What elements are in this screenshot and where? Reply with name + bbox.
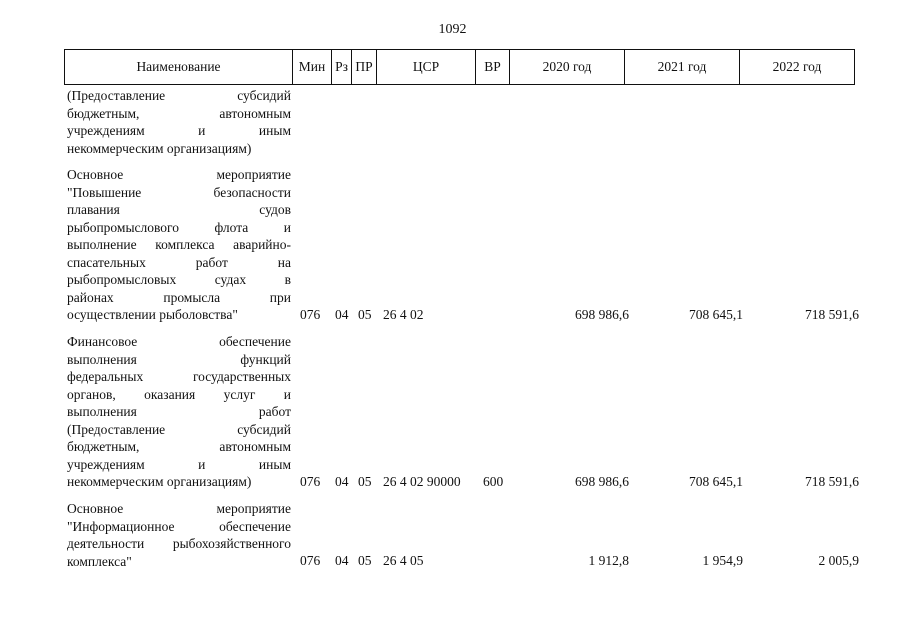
cell-2022: 2 005,9 <box>818 553 859 568</box>
col-header-csr: ЦСР <box>377 50 476 85</box>
cell-pr: 05 <box>358 474 372 489</box>
row-name: Основное мероприятие "Повышение безопасности плавания судов рыбопромыслового флота и выполнение комплекса аварийно- спасательных работ на рыбопромысловых судах в районах промысла при осуществлении рыболовства" <box>67 167 291 322</box>
cell-2020: 1 912,8 <box>588 553 629 568</box>
page-number: 1092 <box>438 22 467 37</box>
cell-rz: 04 <box>335 307 349 322</box>
cell-2021: 1 954,9 <box>702 553 743 568</box>
cell-2022: 718 591,6 <box>805 307 859 322</box>
cell-min: 076 <box>300 474 321 489</box>
cell-vr: 600 <box>483 474 504 489</box>
col-header-vr: ВР <box>476 50 510 85</box>
table-header <box>64 49 855 85</box>
cell-pr: 05 <box>358 307 372 322</box>
cell-min: 076 <box>300 553 321 568</box>
cell-csr: 26 4 02 90000 <box>383 474 461 489</box>
col-header-2022: 2022 год <box>740 50 855 85</box>
cell-csr: 26 4 05 <box>383 553 424 568</box>
cell-pr: 05 <box>358 553 372 568</box>
cell-csr: 26 4 02 <box>383 307 424 322</box>
col-header-2020: 2020 год <box>510 50 625 85</box>
col-header-rz: Рз <box>332 50 352 85</box>
cell-2022: 718 591,6 <box>805 474 859 489</box>
cell-2021: 708 645,1 <box>689 307 743 322</box>
col-header-2021: 2021 год <box>625 50 740 85</box>
cell-min: 076 <box>300 307 321 322</box>
col-header-pr: ПР <box>352 50 377 85</box>
cell-rz: 04 <box>335 474 349 489</box>
row-name: Финансовое обеспечение выполнения функций федеральных государственных органов, оказания услуг и выполнения работ (Предоставление субсидий бюджетным, автономным учреждениям и иным некоммерческим организациям) <box>67 334 291 489</box>
row-name: Основное мероприятие "Информационное обеспечение деятельности рыбохозяйственного комплекса" <box>67 501 291 569</box>
row-name: (Предоставление субсидий бюджетным, автономным учреждениям и иным некоммерческим организациям) <box>67 88 291 156</box>
col-header-name: Наименование <box>65 50 293 85</box>
cell-2021: 708 645,1 <box>689 474 743 489</box>
cell-rz: 04 <box>335 553 349 568</box>
col-header-min: Мин <box>293 50 332 85</box>
cell-2020: 698 986,6 <box>575 474 629 489</box>
cell-2020: 698 986,6 <box>575 307 629 322</box>
